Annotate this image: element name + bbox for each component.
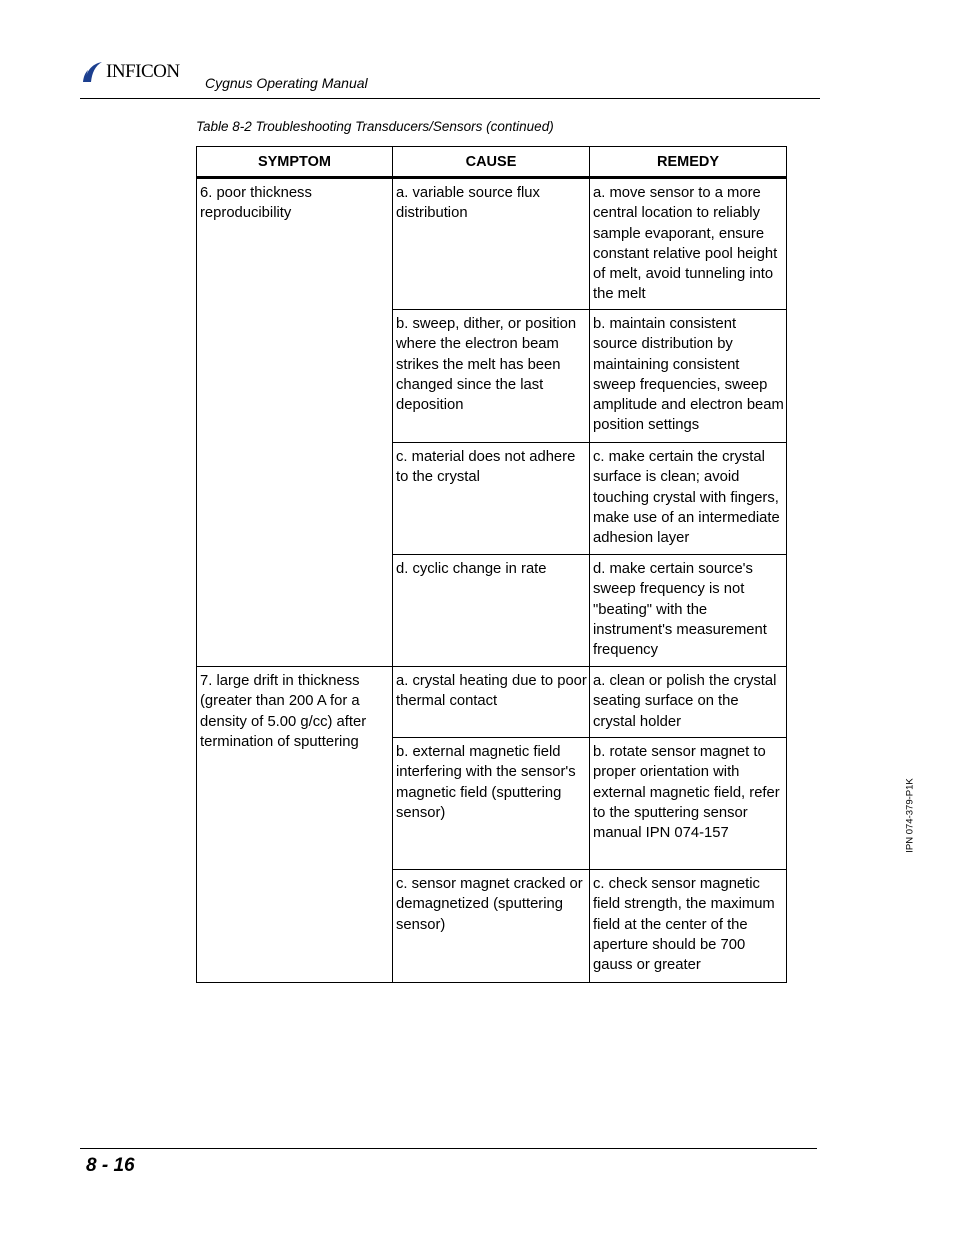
table-header-row [197, 147, 787, 178]
header-divider [80, 98, 820, 99]
remedy-cell: d. make certain source's sweep frequency is not "beating" with the instrument's measurement frequency [590, 555, 787, 667]
logo-text: INFICON [106, 61, 180, 82]
troubleshooting-table [196, 146, 787, 983]
remedy-cell: b. maintain consistent source distribution by maintaining consistent sweep frequencies, sweep amplitude and electron beam position settings [590, 310, 787, 443]
side-document-number: IPN 074-379-P1K [904, 778, 916, 853]
symptom-cell: 7. large drift in thickness (greater than 200 A for a density of 5.00 g/cc) after termination of sputtering [197, 667, 393, 983]
table-row [197, 178, 787, 310]
cause-cell: b. sweep, dither, or position where the electron beam strikes the melt has been changed since the last deposition [393, 310, 590, 443]
cause-cell: d. cyclic change in rate [393, 555, 590, 667]
remedy-cell: a. clean or polish the crystal seating surface on the crystal holder [590, 667, 787, 738]
inficon-swoosh-icon [82, 60, 104, 84]
footer-divider [80, 1148, 817, 1149]
column-header-cause: CAUSE [393, 147, 590, 178]
cause-cell: b. external magnetic field interfering with the sensor's magnetic field (sputtering sensor) [393, 738, 590, 870]
table-row [197, 667, 787, 738]
table-caption: Table 8-2 Troubleshooting Transducers/Sensors (continued) [196, 119, 554, 134]
column-header-remedy: REMEDY [590, 147, 787, 178]
remedy-cell: c. make certain the crystal surface is clean; avoid touching crystal with fingers, make use of an intermediate adhesion layer [590, 443, 787, 555]
page-number: 8 - 16 [86, 1155, 135, 1176]
remedy-cell: c. check sensor magnetic field strength, the maximum field at the center of the aperture should be 700 gauss or greater [590, 870, 787, 983]
cause-cell: a. variable source flux distribution [393, 178, 590, 310]
cause-cell: a. crystal heating due to poor thermal contact [393, 667, 590, 738]
manual-title: Cygnus Operating Manual [205, 75, 368, 91]
remedy-cell: a. move sensor to a more central location to reliably sample evaporant, ensure constant relative pool height of melt, avoid tunneling into the melt [590, 178, 787, 310]
inficon-logo [82, 60, 180, 84]
column-header-symptom: SYMPTOM [197, 147, 393, 178]
remedy-cell: b. rotate sensor magnet to proper orientation with external magnetic field, refer to the sputtering sensor manual IPN 074-157 [590, 738, 787, 870]
symptom-cell: 6. poor thickness reproducibility [197, 178, 393, 667]
cause-cell: c. material does not adhere to the crystal [393, 443, 590, 555]
cause-cell: c. sensor magnet cracked or demagnetized (sputtering sensor) [393, 870, 590, 983]
